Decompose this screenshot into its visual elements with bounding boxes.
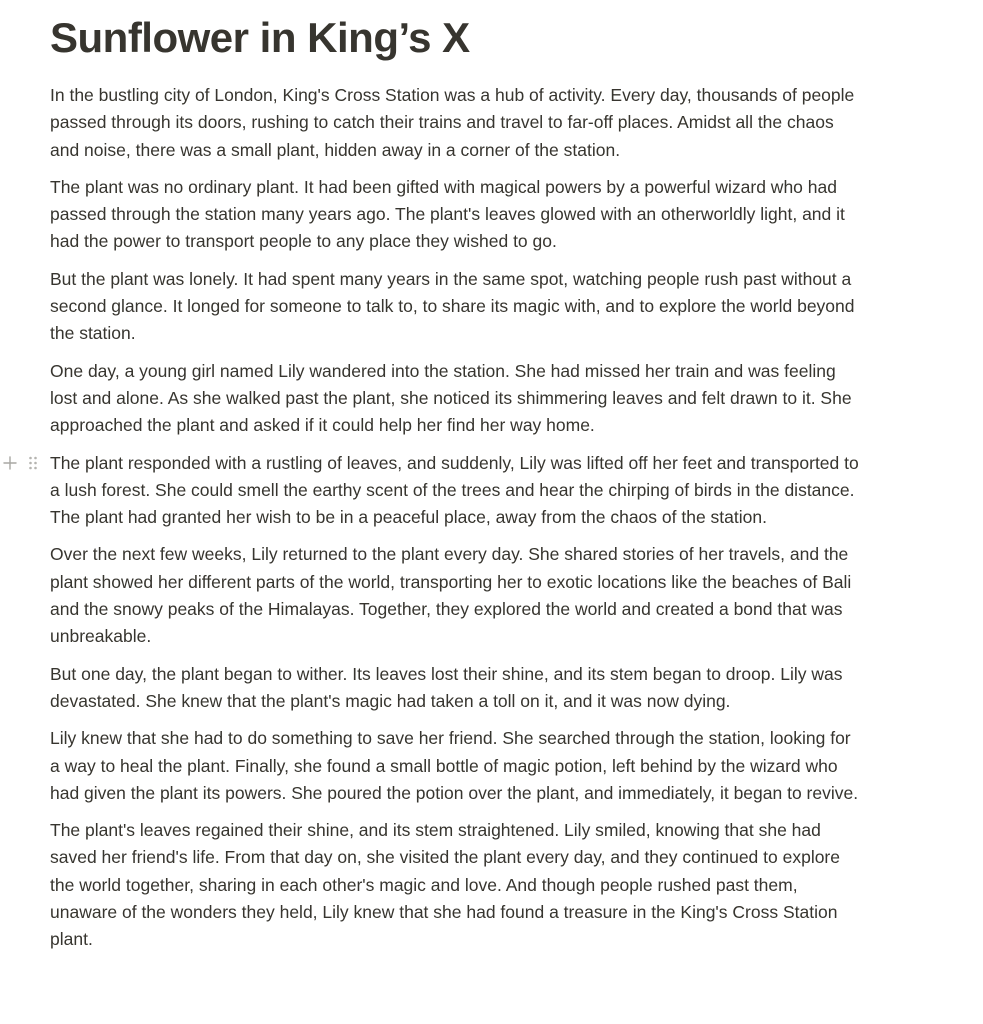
plus-icon[interactable] [0,453,20,473]
text-block[interactable]: The plant's leaves regained their shine, and its stem straightened. Lily smiled, knowing that she had saved her friend's life. From that day on, she visited the plant every day, and they continued to explore the world together, sharing in each other's magic and love. And though people rushed past them, unaware of the wonders they held, Lily knew that she had found a treasure in the King's Cross Station plant. [50,820,840,950]
text-block-hovered[interactable] [50,450,860,532]
block-controls [0,450,42,477]
text-block[interactable]: Over the next few weeks, Lily returned to the plant every day. She shared stories of her travels, and the plant showed her different parts of the world, transporting her to exotic locations like the beaches of Bali and the snowy peaks of the Himalayas. Together, they explored the world and created a bond that was unbreakable. [50,544,852,647]
text-block[interactable]: The plant was no ordinary plant. It had been gifted with magical powers by a powerful wizard who had passed through the station many years ago. The plant's leaves glowed with an otherworldly light, and it had the power to transport people to any place they wished to go. [50,176,845,252]
text-block[interactable]: In the bustling city of London, King's Cross Station was a hub of activity. Every day, thousands of people passed through its doors, rushing to catch their trains and travel to far-off places. Amidst all the chaos and noise, there was a small plant, hidden away in a corner of the station. [50,85,855,160]
page-title[interactable]: Sunflower in King’s X [50,14,470,61]
document-body [50,82,860,954]
text-block[interactable]: Lily knew that she had to do something to save her friend. She searched through the station, looking for a way to heal the plant. Finally, she found a small bottle of magic potion, left behind by the wizard who had given the plant its powers. She poured the potion over the plant, and immediately, it began to revive. [50,728,859,803]
document-page [50,0,860,964]
text-block-content: The plant responded with a rustling of leaves, and suddenly, Lily was lifted off her feet and transported to a lush forest. She could smell the earthy scent of the trees and hear the chirping of birds in the distance. The plant had granted her wish to be in a peaceful place, away from the chaos of the station. [50,452,859,528]
text-block[interactable]: But one day, the plant began to wither. Its leaves lost their shine, and its stem began to droop. Lily was devastated. She knew that the plant's magic had taken a toll on it, and it was now dying. [50,663,843,711]
text-block[interactable]: One day, a young girl named Lily wandered into the station. She had missed her train and was feeling lost and alone. As she walked past the plant, she noticed its shimmering leaves and felt drawn to it. She approached the plant and asked if it could help her find her way home. [50,360,852,436]
text-block[interactable]: But the plant was lonely. It had spent many years in the same spot, watching people rush past without a second glance. It longed for someone to talk to, to share its magic with, and to explore the world beyond the station. [50,268,855,344]
drag-handle-icon[interactable] [24,453,42,473]
